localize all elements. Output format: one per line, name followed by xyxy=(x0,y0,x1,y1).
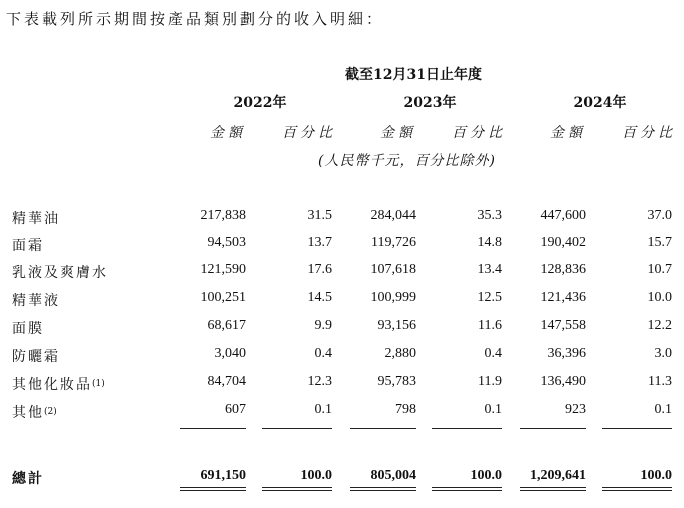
table-row-cell: 84,704 xyxy=(207,374,246,389)
table-row-cell: 284,044 xyxy=(370,208,416,223)
table-row-cell: 923 xyxy=(565,402,586,417)
table-row-cell: 128,836 xyxy=(540,262,586,277)
table-row-cell: 0.1 xyxy=(484,402,502,417)
table-row-cell: 190,402 xyxy=(540,235,586,250)
year-2023: 2023年 xyxy=(403,95,457,111)
table-row-label xyxy=(12,262,108,282)
total-double-rule xyxy=(262,487,332,491)
table-row-cell: 13.7 xyxy=(307,235,332,250)
table-row-cell: 11.9 xyxy=(478,374,502,389)
table-row-cell: 447,600 xyxy=(540,208,586,223)
table-row-cell: 10.7 xyxy=(647,262,672,277)
year-2024: 2024年 xyxy=(573,95,627,111)
row-label-text: 精華液 xyxy=(12,293,60,309)
total-row-cell: 805,004 xyxy=(370,468,416,483)
table-row-cell: 68,617 xyxy=(207,318,246,333)
table-row-cell: 0.4 xyxy=(484,346,502,361)
footnote-marker: (1) xyxy=(92,379,105,389)
subtotal-rule xyxy=(262,428,332,429)
table-row-cell: 10.0 xyxy=(647,290,672,305)
period-header: 截至12月31日止年度 xyxy=(345,67,482,83)
table-row-cell: 0.4 xyxy=(314,346,332,361)
table-row-cell: 9.9 xyxy=(314,318,332,333)
intro-text: 下表載列所示期間按產品類別劃分的收入明細： xyxy=(6,10,385,28)
row-label-text: 其他 xyxy=(12,405,44,421)
table-row-cell: 15.7 xyxy=(647,235,672,250)
table-row-cell: 14.8 xyxy=(477,235,502,250)
table-row-cell: 2,880 xyxy=(384,346,416,361)
total-row-label xyxy=(12,468,44,488)
table-row-cell: 31.5 xyxy=(307,208,332,223)
table-row-cell: 35.3 xyxy=(477,208,502,223)
table-row-cell: 3.0 xyxy=(654,346,672,361)
table-row-cell: 12.2 xyxy=(647,318,672,333)
year-2022: 2022年 xyxy=(233,95,287,111)
table-row-cell: 37.0 xyxy=(647,208,672,223)
table-row-cell: 13.4 xyxy=(477,262,502,277)
row-label-text: 精華油 xyxy=(12,211,60,227)
total-double-rule xyxy=(432,487,502,491)
table-row-cell: 100,251 xyxy=(200,290,246,305)
header-amount-2023: 金額 xyxy=(380,125,416,141)
table-row-cell: 94,503 xyxy=(207,235,246,250)
table-row-cell: 93,156 xyxy=(377,318,416,333)
table-row-label xyxy=(12,374,105,394)
row-label-text: 面膜 xyxy=(12,321,44,337)
table-row-cell: 95,783 xyxy=(377,374,416,389)
header-percent-2024: 百分比 xyxy=(622,125,676,141)
total-double-rule xyxy=(520,487,586,491)
table-row-cell: 798 xyxy=(395,402,416,417)
subtotal-rule xyxy=(350,428,416,429)
table-row-cell: 0.1 xyxy=(654,402,672,417)
header-percent-2022: 百分比 xyxy=(282,125,336,141)
table-row-cell: 100,999 xyxy=(370,290,416,305)
table-row-label xyxy=(12,208,60,228)
table-row-cell: 121,590 xyxy=(200,262,246,277)
subtotal-rule xyxy=(432,428,502,429)
table-row-label xyxy=(12,402,57,422)
table-row-cell: 121,436 xyxy=(540,290,586,305)
table-row-label xyxy=(12,235,44,255)
header-amount-2024: 金額 xyxy=(550,125,586,141)
unit-note: (人民幣千元，百分比除外) xyxy=(318,153,496,169)
total-row-cell: 691,150 xyxy=(200,468,246,483)
row-label-text: 防曬霜 xyxy=(12,349,60,365)
table-row-cell: 36,396 xyxy=(547,346,586,361)
header-percent-2023: 百分比 xyxy=(452,125,506,141)
row-label-text: 乳液及爽膚水 xyxy=(12,265,108,281)
table-row-label xyxy=(12,290,60,310)
footnote-marker: (2) xyxy=(44,407,57,417)
table-row-cell: 119,726 xyxy=(371,235,416,250)
table-row-cell: 217,838 xyxy=(200,208,246,223)
total-row-cell: 100.0 xyxy=(640,468,672,483)
table-row-cell: 11.3 xyxy=(648,374,672,389)
table-row-cell: 17.6 xyxy=(307,262,332,277)
row-label-text: 面霜 xyxy=(12,238,44,254)
table-row-cell: 12.3 xyxy=(307,374,332,389)
table-row-cell: 607 xyxy=(225,402,246,417)
table-row-cell: 0.1 xyxy=(314,402,332,417)
total-row-cell: 100.0 xyxy=(470,468,502,483)
total-row-cell: 1,209,641 xyxy=(530,468,586,483)
table-row-label xyxy=(12,346,60,366)
table-row-cell: 136,490 xyxy=(540,374,586,389)
subtotal-rule xyxy=(520,428,586,429)
table-row-cell: 12.5 xyxy=(477,290,502,305)
row-label-text: 其他化妝品 xyxy=(12,377,92,393)
table-row-cell: 3,040 xyxy=(214,346,246,361)
table-row-cell: 147,558 xyxy=(540,318,586,333)
table-row-cell: 14.5 xyxy=(307,290,332,305)
table-row-cell: 11.6 xyxy=(478,318,502,333)
subtotal-rule xyxy=(602,428,672,429)
total-double-rule xyxy=(350,487,416,491)
table-row-label xyxy=(12,318,44,338)
table-row-cell: 107,618 xyxy=(370,262,416,277)
header-amount-2022: 金額 xyxy=(210,125,246,141)
total-double-rule xyxy=(180,487,246,491)
subtotal-rule xyxy=(180,428,246,429)
total-row-cell: 100.0 xyxy=(300,468,332,483)
total-double-rule xyxy=(602,487,672,491)
row-label-text: 總計 xyxy=(12,471,44,487)
